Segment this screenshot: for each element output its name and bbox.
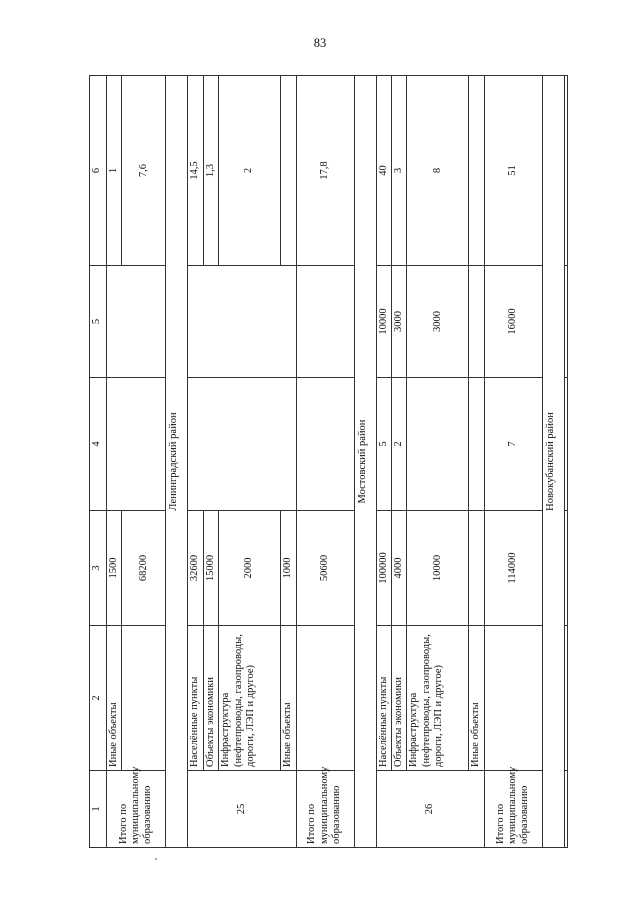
page-number: 83 <box>313 36 327 50</box>
object-type-cell <box>484 626 542 771</box>
value-cell: 5 <box>376 378 391 511</box>
district-row <box>354 76 376 848</box>
header-cell: 4 <box>90 378 107 511</box>
value-cell: 32600 <box>188 511 203 626</box>
total-label-cell: Итого по муниципальному образованию <box>484 771 542 848</box>
value-cell: 1500 <box>107 511 122 626</box>
header-cell: 1 <box>90 771 107 848</box>
total-row <box>296 76 354 848</box>
value-cell: 10000 <box>407 511 469 626</box>
value-cell <box>469 378 484 511</box>
header-cell: 2 <box>90 626 107 771</box>
value-cell <box>107 266 166 378</box>
value-cell <box>107 378 166 511</box>
table-row <box>564 76 567 848</box>
value-cell <box>296 378 354 511</box>
total-label-cell: Итого по муниципальному образованию <box>296 771 354 848</box>
value-cell <box>296 266 354 378</box>
table-row <box>107 76 122 848</box>
municipality-number: 26 <box>376 771 484 848</box>
value-cell <box>281 76 296 266</box>
value-cell: 15000 <box>203 511 218 626</box>
district-row <box>166 76 188 848</box>
total-label-cell: Итого по муниципальному образованию <box>107 771 166 848</box>
value-cell: 7,6 <box>122 76 166 266</box>
object-type-cell: Иные объекты <box>469 626 484 771</box>
value-cell: 7 <box>484 378 542 511</box>
value-cell: 68200 <box>122 511 166 626</box>
object-type-cell: Населённые пункты <box>188 626 203 771</box>
object-type-cell: Иные объекты <box>281 626 296 771</box>
value-cell: 114000 <box>484 511 542 626</box>
rotated-table-container <box>89 76 556 848</box>
value-cell <box>564 771 567 848</box>
object-type-cell <box>296 626 354 771</box>
value-cell: 2000 <box>219 511 281 626</box>
value-cell: 1000 <box>281 511 296 626</box>
value-cell: 4000 <box>391 511 406 626</box>
table-row <box>469 76 484 848</box>
value-cell: 17,8 <box>296 76 354 266</box>
value-cell: 100000 <box>376 511 391 626</box>
data-table <box>89 75 568 848</box>
object-type-cell: Инфраструктура (нефтепроводы, газопроводы, дороги, ЛЭП и другое) <box>407 626 469 771</box>
object-type-cell: Иные объекты <box>107 626 122 771</box>
value-cell <box>469 511 484 626</box>
value-cell <box>407 378 469 511</box>
object-type-cell <box>122 626 166 771</box>
municipality-number: 25 <box>188 771 296 848</box>
value-cell <box>564 378 567 511</box>
header-cell: 3 <box>90 511 107 626</box>
district-heading: Мостовский район <box>354 76 376 848</box>
value-cell: 3000 <box>391 266 406 378</box>
value-cell <box>188 266 296 378</box>
value-cell <box>469 76 484 266</box>
header-cell: 5 <box>90 266 107 378</box>
header-row <box>90 76 107 848</box>
scan-speck <box>155 858 157 860</box>
table-row <box>376 76 391 848</box>
value-cell <box>564 511 567 626</box>
value-cell: 2 <box>391 378 406 511</box>
table-row <box>391 76 406 848</box>
value-cell <box>188 378 296 511</box>
value-cell: 2 <box>219 76 281 266</box>
value-cell: 14,5 <box>188 76 203 266</box>
object-type-cell: Населённые пункты <box>376 626 391 771</box>
value-cell: 51 <box>484 76 542 266</box>
value-cell: 3000 <box>407 266 469 378</box>
district-row <box>542 76 564 848</box>
value-cell: 1 <box>107 76 122 266</box>
value-cell: 8 <box>407 76 469 266</box>
object-type-cell: Объекты экономики <box>203 626 218 771</box>
value-cell <box>564 76 567 266</box>
district-heading: Новокубанский район <box>542 76 564 848</box>
district-heading: Ленинградский район <box>166 76 188 848</box>
value-cell: 40 <box>376 76 391 266</box>
value-cell: 3 <box>391 76 406 266</box>
total-row <box>484 76 542 848</box>
value-cell <box>469 266 484 378</box>
value-cell: 50600 <box>296 511 354 626</box>
value-cell: 16000 <box>484 266 542 378</box>
value-cell: 1,3 <box>203 76 218 266</box>
table-row <box>188 76 203 848</box>
table-row <box>407 76 469 848</box>
value-cell <box>564 266 567 378</box>
header-cell: 6 <box>90 76 107 266</box>
object-type-cell: Инфраструктура (нефтепроводы, газопроводы, дороги, ЛЭП и другое) <box>219 626 281 771</box>
value-cell <box>564 626 567 771</box>
object-type-cell: Объекты экономики <box>391 626 406 771</box>
value-cell: 10000 <box>376 266 391 378</box>
